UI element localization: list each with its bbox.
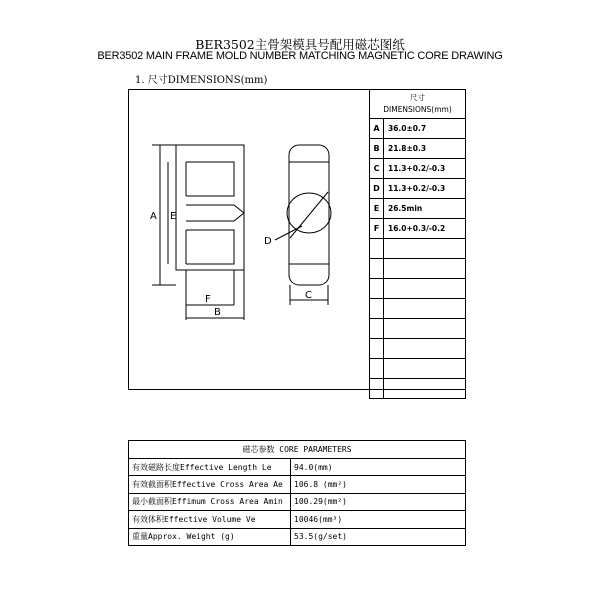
parameter-label: 重量Approx. Weight (g) (129, 528, 291, 545)
parameter-row (129, 459, 466, 476)
dim-value: 21.8±0.3 (384, 139, 466, 159)
core-parameters-table (128, 440, 466, 546)
window-upper (186, 162, 234, 196)
parameter-value: 94.0(mm) (291, 459, 466, 476)
dim-key: F (370, 219, 384, 239)
dim-key: E (370, 199, 384, 219)
dimensions-header-cn: 尺寸 (410, 93, 425, 102)
core-parameters-header (129, 441, 466, 459)
label-d: D (264, 236, 272, 247)
section-line (290, 192, 328, 238)
dim-key: C (370, 159, 384, 179)
label-e: E (170, 211, 177, 222)
dimension-row (370, 119, 466, 139)
title-english: BER3502 MAIN FRAME MOLD NUMBER MATCHING MAGNETIC CORE DRAWING (97, 50, 503, 62)
dim-key: D (370, 179, 384, 199)
dimensions-header-en: DIMENSIONS(mm) (383, 105, 452, 114)
label-c: C (305, 290, 312, 301)
dim-key: A (370, 119, 384, 139)
parameter-row (129, 511, 466, 528)
title-chinese: BER3502主骨架模具号配用磁芯图纸 (195, 37, 405, 52)
front-view (176, 145, 244, 270)
dimension-row-empty (370, 359, 466, 379)
dimension-row-empty (370, 239, 466, 259)
dim-value: 26.5min (384, 199, 466, 219)
dimension-row (370, 199, 466, 219)
dimension-row-empty (370, 259, 466, 279)
dimension-row (370, 139, 466, 159)
dimensions-table (369, 89, 466, 399)
parameter-label: 有效磁路长度Effective Length Le (129, 459, 291, 476)
parameter-value: 100.29(mm²) (291, 493, 466, 510)
dim-value: 11.3+0.2/-0.3 (384, 179, 466, 199)
parameter-value: 10046(mm³) (291, 511, 466, 528)
parameter-label: 有效体积Effective Volume Ve (129, 511, 291, 528)
dim-value: 36.0±0.7 (384, 119, 466, 139)
parameter-row (129, 493, 466, 510)
parameter-value: 106.8 (mm²) (291, 476, 466, 493)
parameter-row (129, 528, 466, 545)
parameter-value: 53.5(g/set) (291, 528, 466, 545)
core-parameters-title: 磁芯参数 CORE PARAMETERS (129, 441, 466, 459)
side-view (275, 145, 331, 305)
dim-value: 11.3+0.2/-0.3 (384, 159, 466, 179)
dimension-row-empty (370, 279, 466, 299)
dimension-row-empty (370, 299, 466, 319)
parameter-label: 最小截面积Effimum Cross Area Amin (129, 493, 291, 510)
center-leg (186, 205, 244, 221)
dimensions-header (370, 90, 466, 119)
dimension-row-empty (370, 319, 466, 339)
dimension-row (370, 179, 466, 199)
label-b: B (214, 307, 221, 318)
parameter-row (129, 476, 466, 493)
window-lower (186, 230, 234, 264)
center-leg-round (287, 193, 331, 233)
label-f: F (205, 294, 211, 305)
label-a: A (150, 211, 157, 222)
dimension-row-empty (370, 339, 466, 359)
dim-key: B (370, 139, 384, 159)
dim-value: 16.0+0.3/-0.2 (384, 219, 466, 239)
dimension-row (370, 159, 466, 179)
dimension-row (370, 219, 466, 239)
section-heading: 1. 尺寸DIMENSIONS(mm) (135, 75, 268, 86)
dimension-row-empty (370, 379, 466, 399)
parameter-label: 有效截面积Effective Cross Area Ae (129, 476, 291, 493)
